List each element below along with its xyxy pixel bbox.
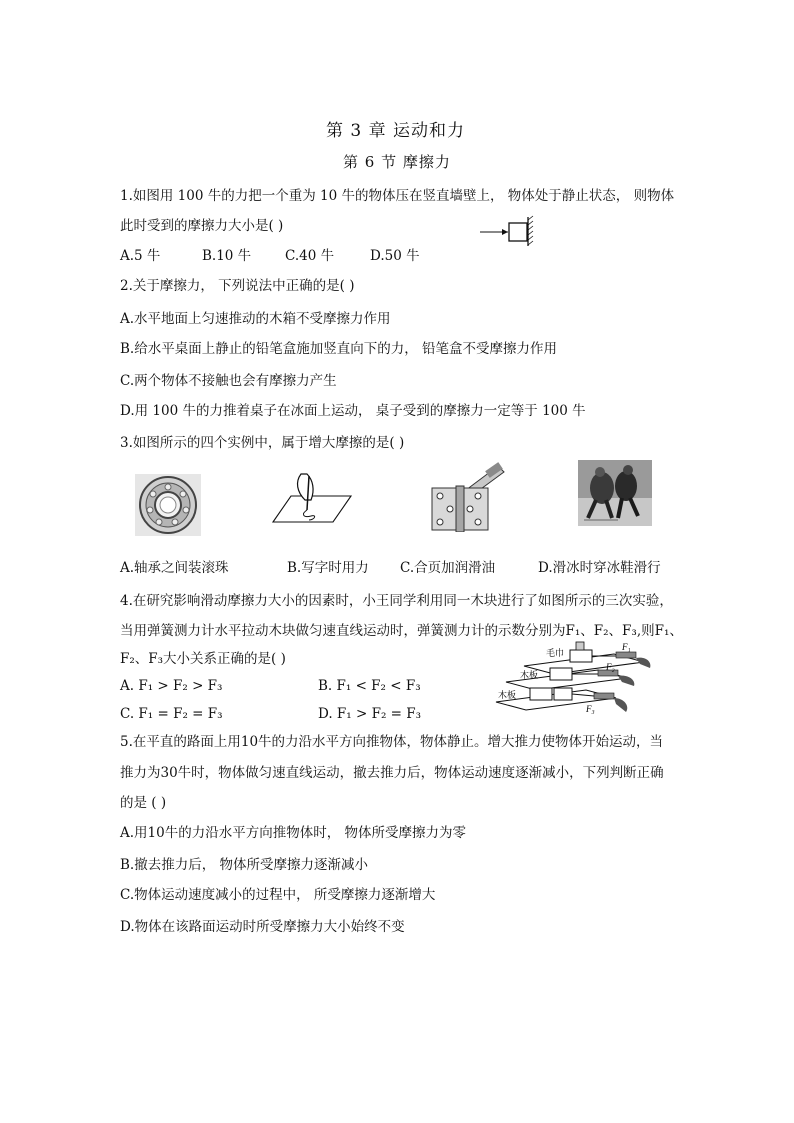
- q1-stem-line1: 1.如图用 100 牛的力把一个重为 10 牛的物体压在竖直墙壁上， 物体处于静止状态， 则物体: [120, 188, 675, 204]
- q3-option-c: C.合页加润滑油: [400, 560, 496, 576]
- q1-wall-block-figure: [478, 215, 544, 247]
- q2-option-a: A.水平地面上匀速推动的木箱不受摩擦力作用: [120, 311, 391, 327]
- q5-stem-line3: 的是 ( ): [120, 795, 167, 811]
- q1-stem-line2: 此时受到的摩擦力大小是( ): [120, 218, 284, 234]
- q4-option-c: C. F₁ = F₂ = F₃: [120, 706, 223, 722]
- label-f2: F₂: [606, 662, 615, 672]
- q3-option-b: B.写字时用力: [287, 560, 369, 576]
- skating-photo: [578, 460, 652, 526]
- q4-option-a: A. F₁ > F₂ > F₃: [120, 678, 223, 694]
- q3-option-a: A.轴承之间装滚珠: [120, 560, 229, 576]
- q5-option-d: D.物体在该路面运动时所受摩擦力大小始终不变: [120, 919, 405, 935]
- q3-stem: 3.如图所示的四个实例中，属于增大摩擦的是( ): [120, 435, 405, 451]
- q4-stem-line3: F₂、F₃大小关系正确的是( ): [120, 651, 286, 667]
- q5-stem-line1: 5.在平直的路面上用10牛的力沿水平方向推物体，物体静止。增大推力使物体开始运动，当: [120, 734, 664, 750]
- friction-experiment-figure: [494, 640, 654, 722]
- q4-stem-line2: 当用弹簧测力计水平拉动木块做匀速直线运动时，弹簧测力计的示数分别为F₁、F₂、F₃,则F₁、: [120, 623, 683, 639]
- section-title: 第 6 节 摩擦力: [343, 153, 451, 171]
- label-board-2: 木板: [498, 690, 517, 700]
- label-board-1: 木板: [520, 670, 539, 680]
- q4-option-b: B. F₁ < F₂ < F₃: [318, 678, 421, 694]
- hinge-oil-image: [428, 462, 508, 532]
- label-f3: F₃: [586, 704, 595, 714]
- q2-option-c: C.两个物体不接触也会有摩擦力产生: [120, 373, 337, 389]
- bearing-image: [135, 474, 201, 536]
- label-f1: F₁: [622, 642, 631, 652]
- q5-option-a: A.用10牛的力沿水平方向推物体时， 物体所受摩擦力为零: [120, 825, 467, 841]
- q5-stem-line2: 推力为30牛时，物体做匀速直线运动，撤去推力后，物体运动速度逐渐减小，下列判断正确: [120, 765, 664, 781]
- q1-option-b: B.10 牛: [202, 248, 252, 264]
- q2-option-d: D.用 100 牛的力推着桌子在冰面上运动， 桌子受到的摩擦力一定等于 100 牛: [120, 403, 586, 419]
- q2-option-b: B.给水平桌面上静止的铅笔盒施加竖直向下的力， 铅笔盒不受摩擦力作用: [120, 341, 558, 357]
- writing-image: [271, 470, 353, 528]
- q1-option-c: C.40 牛: [285, 248, 335, 264]
- q1-option-a: A.5 牛: [120, 248, 161, 264]
- q1-option-d: D.50 牛: [370, 248, 420, 264]
- chapter-title: 第 3 章 运动和力: [326, 121, 466, 141]
- q2-stem: 2.关于摩擦力， 下列说法中正确的是( ): [120, 278, 355, 294]
- q4-option-d: D. F₁ > F₂ = F₃: [318, 706, 422, 722]
- q3-option-d: D.滑冰时穿冰鞋滑行: [538, 560, 661, 576]
- q5-option-c: C.物体运动速度减小的过程中， 所受摩擦力逐渐增大: [120, 887, 436, 903]
- label-towel: 毛巾: [546, 648, 565, 658]
- q4-stem-line1: 4.在研究影响滑动摩擦力大小的因素时，小王同学利用同一木块进行了如图所示的三次实验，: [120, 593, 673, 609]
- q5-option-b: B.撤去推力后， 物体所受摩擦力逐渐减小: [120, 857, 369, 873]
